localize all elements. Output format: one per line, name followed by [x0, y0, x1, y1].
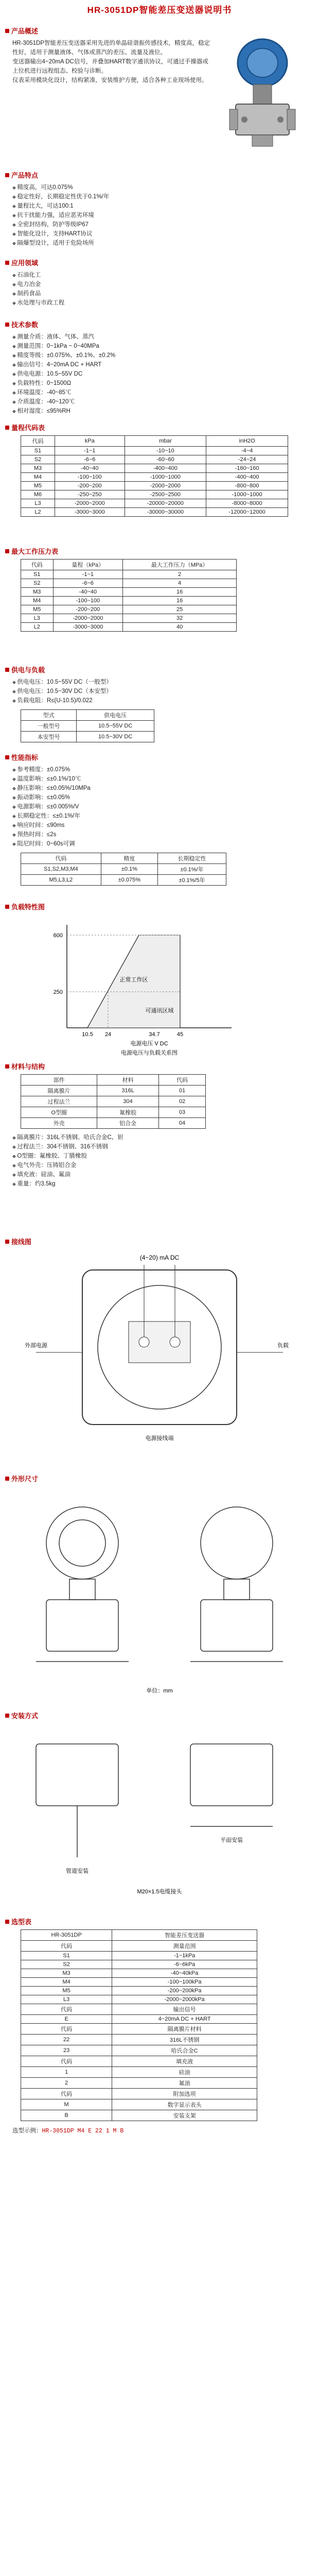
power-item: ◆ 负载电阻：R≤(U-10.5)/0.022 — [12, 696, 314, 705]
wiring-section — [5, 1236, 314, 1468]
head-front-inner — [59, 1520, 105, 1566]
table-header-cell: 供电电压 — [77, 710, 154, 721]
table-row — [21, 508, 288, 517]
spec-item: ◆ 负载特性：0~1500Ω — [12, 379, 314, 388]
table-header-cell: 最大工作压力（MPa） — [123, 560, 237, 570]
table-cell: -160~160 — [206, 464, 288, 473]
table-cell: 04 — [158, 1118, 205, 1129]
table-cell: -3000~3000 — [55, 508, 125, 517]
table-cell: -2000~2000kPa — [112, 1995, 257, 2004]
table-cell: -400~400 — [125, 464, 206, 473]
table-cell: 代码 — [21, 2089, 112, 2099]
spec-item: ◆ 输出信号：4~20mA DC + HART — [12, 360, 314, 369]
table-cell: 02 — [158, 1096, 205, 1107]
table-cell: HR-3051DP — [21, 1930, 112, 1941]
table-cell: -800~800 — [206, 482, 288, 490]
table-cell: -2000~2000 — [53, 614, 123, 623]
table-cell: -60~60 — [125, 455, 206, 464]
overview-section — [5, 26, 211, 85]
table-cell: -200~200 — [53, 605, 123, 614]
zone-label: 可通讯区域 — [145, 1008, 174, 1014]
table-cell: E — [21, 2015, 112, 2024]
performance-section — [5, 752, 314, 886]
table-row — [21, 1978, 257, 1987]
table-cell: 填充液 — [112, 2056, 257, 2067]
table-cell: ±0.1% — [101, 864, 157, 875]
table-cell: 硅油 — [112, 2067, 257, 2078]
table-row — [21, 1086, 206, 1096]
table-row — [21, 1987, 257, 1995]
load-chart-heading: 负载特性图 — [5, 902, 314, 911]
table-header-cell: 部件 — [21, 1075, 97, 1086]
table-cell: -20000~20000 — [125, 499, 206, 508]
table-row — [21, 447, 288, 455]
table-cell: 本安型号 — [21, 732, 77, 742]
table-cell: -100~100 — [53, 597, 123, 605]
feature-item: ◆ 全密封结构，防护等级IP67 — [12, 220, 314, 229]
overview-paragraph: HR-3051DP智能差压变送器采用先进的单晶硅谐振传感技术，精度高，稳定性好，适用于测量液体、气体或蒸汽的差压、流量及液位。 — [12, 40, 210, 56]
terminal-minus — [170, 1337, 180, 1347]
table-cell: -24~24 — [206, 455, 288, 464]
material-item: ◆ 填充液：硅油、氟油 — [12, 1170, 314, 1179]
spec-item: ◆ 供电电源：10.5~55V DC — [12, 369, 314, 379]
table-cell: -400~400 — [206, 473, 288, 482]
table-cell: 附加选项 — [112, 2089, 257, 2099]
power-heading: 供电与负载 — [5, 665, 314, 674]
table-cell: -1000~1000 — [125, 473, 206, 482]
head-side — [201, 1507, 273, 1579]
table-header-cell: 代码 — [21, 560, 54, 570]
table-cell: -3000~3000 — [53, 623, 123, 632]
supply-table — [21, 709, 154, 742]
table-cell: -30000~30000 — [125, 508, 206, 517]
wiring-label-right: 负载 — [277, 1343, 289, 1349]
table-header-cell: 材料 — [97, 1075, 159, 1086]
table-cell: 一般型号 — [21, 721, 77, 732]
table-row — [21, 1930, 257, 1941]
table-row — [21, 2078, 257, 2089]
table-cell: -40~40 — [53, 588, 123, 597]
performance-item: ◆ 长期稳定性：≤±0.1%/年 — [12, 811, 314, 821]
load-chart — [5, 914, 314, 1059]
dimensions-section — [5, 1473, 314, 1705]
table-cell: M3 — [21, 464, 55, 473]
performance-item: ◆ 预热时间：≤2s — [12, 830, 314, 839]
table-cell: 铝合金 — [97, 1118, 159, 1129]
transmitter-image — [216, 27, 309, 161]
table-header-cell: 精度 — [101, 853, 157, 864]
x-tick-label: 45 — [176, 1031, 184, 1038]
table-row — [21, 2004, 257, 2015]
materials-section — [5, 1061, 314, 1189]
performance-item: ◆ 温度影响：≤±0.1%/10℃ — [12, 774, 314, 784]
table-row — [21, 1960, 257, 1969]
table-cell: 测量范围 — [112, 1941, 257, 1952]
neck-front — [69, 1579, 95, 1600]
table-cell: 智能差压变送器 — [112, 1930, 257, 1941]
table-cell: 过程法兰 — [21, 1096, 97, 1107]
mount-b — [190, 1744, 273, 1806]
table-cell: 40 — [123, 623, 237, 632]
table-header-row — [21, 1075, 206, 1086]
table-row — [21, 2024, 257, 2035]
table-cell: 10.5~30V DC — [77, 732, 154, 742]
table-cell: S1 — [21, 1952, 112, 1960]
table-cell: ±0.075% — [101, 875, 157, 886]
table-cell: -1~1 — [55, 447, 125, 455]
head-front — [46, 1507, 118, 1579]
power-item: ◆ 供电电压：10.5~55V DC（一般型） — [12, 677, 314, 687]
wiring-label-left: 外部电源 — [25, 1343, 47, 1349]
table-row — [21, 623, 237, 632]
table-cell: 4 — [123, 579, 237, 588]
table-cell: -1~1kPa — [112, 1952, 257, 1960]
application-item: ◆ 石油化工 — [12, 270, 314, 280]
applications-heading: 应用领域 — [5, 258, 314, 267]
feature-item: ◆ 稳定性好，长期稳定性优于0.1%/年 — [12, 192, 314, 201]
table-cell: M5 — [21, 605, 54, 614]
mounting-label-a: 管道安装 — [66, 1868, 88, 1874]
table-cell: -12000~12000 — [206, 508, 288, 517]
table-header-row — [21, 853, 226, 864]
table-cell: 氟橡胶 — [97, 1107, 159, 1118]
spec-item: ◆ 相对湿度：≤95%RH — [12, 406, 314, 416]
table-cell: -4~4 — [206, 447, 288, 455]
performance-item: ◆ 阻尼时间：0~60s可调 — [12, 839, 314, 849]
table-row — [21, 2056, 257, 2067]
table-cell: 1 — [21, 2067, 112, 2078]
table-row — [21, 1952, 257, 1960]
wiring-label-bottom: 电源接线端 — [145, 1435, 174, 1442]
pressure-table-section — [5, 546, 314, 632]
table-cell: -2500~2500 — [125, 490, 206, 499]
features-section — [5, 170, 314, 248]
table-cell: M6 — [21, 490, 55, 499]
performance-item: ◆ 电源影响：≤±0.005%/V — [12, 802, 314, 811]
neck-side — [224, 1579, 250, 1600]
product-photo — [216, 27, 309, 161]
table-cell: -6~6 — [55, 455, 125, 464]
power-item: ◆ 供电电压：10.5~30V DC（本安型） — [12, 687, 314, 696]
wiring-label-top: (4~20) mA DC — [139, 1254, 180, 1261]
table-row — [21, 597, 237, 605]
materials-table — [21, 1074, 206, 1129]
table-cell: O型圈 — [21, 1107, 97, 1118]
table-cell: M5 — [21, 1987, 112, 1995]
material-item: ◆ 电气外壳：压铸铝合金 — [12, 1161, 314, 1170]
selection-example-code: HR-3051DP M4 E 22 1 M B — [42, 2128, 124, 2134]
y-tick-label: 250 — [53, 989, 63, 995]
x-axis-label: 电源电压 V DC — [130, 1041, 168, 1047]
feature-item: ◆ 精度高，可达0.075% — [12, 183, 314, 192]
terminal-block — [129, 1321, 190, 1363]
table-header-row — [21, 710, 154, 721]
feature-item: ◆ 抗干扰能力强，适应恶劣环境 — [12, 211, 314, 220]
range-table — [21, 435, 288, 517]
table-row — [21, 1118, 206, 1129]
table-cell: S2 — [21, 1960, 112, 1969]
table-cell: 32 — [123, 614, 237, 623]
spec-item: ◆ 介质温度：-40~120℃ — [12, 397, 314, 406]
selection-table — [21, 1929, 257, 2121]
material-item: ◆ 过程法兰：304不锈钢、316不锈钢 — [12, 1142, 314, 1151]
table-cell: L3 — [21, 499, 55, 508]
table-row — [21, 2045, 257, 2056]
feature-item: ◆ 量程比大，可达100:1 — [12, 201, 314, 211]
table-row — [21, 2035, 257, 2045]
table-cell: S2 — [21, 579, 54, 588]
table-cell: 氟油 — [112, 2078, 257, 2089]
power-section — [5, 665, 314, 742]
table-header-cell: mbar — [125, 436, 206, 447]
table-cell: -200~200kPa — [112, 1987, 257, 1995]
dimensions-drawing — [5, 1486, 314, 1703]
table-cell: -40~40 — [55, 464, 125, 473]
table-cell: M3 — [21, 588, 54, 597]
performance-table — [21, 853, 226, 886]
table-row — [21, 2110, 257, 2121]
table-row — [21, 499, 288, 508]
table-cell: 316L不锈钢 — [112, 2035, 257, 2045]
table-row — [21, 579, 237, 588]
table-cell: ±0.1%/5年 — [157, 875, 226, 886]
table-row — [21, 721, 154, 732]
overview-paragraph: 仪表采用模块化设计，结构紧凑，安装维护方便，适合各种工业现场使用。 — [12, 77, 208, 83]
table-cell: -6~6kPa — [112, 1960, 257, 1969]
table-cell: L2 — [21, 623, 54, 632]
table-row — [21, 1995, 257, 2004]
table-cell: 输出信号 — [112, 2004, 257, 2015]
table-cell: M4 — [21, 473, 55, 482]
table-cell: -40~40kPa — [112, 1969, 257, 1978]
table-cell: 25 — [123, 605, 237, 614]
table-cell: 代码 — [21, 2024, 112, 2035]
table-cell: S2 — [21, 455, 55, 464]
x-tick-label: 24 — [104, 1031, 112, 1038]
table-cell: 隔离膜片 — [21, 1086, 97, 1096]
x-tick-label: 34.7 — [149, 1031, 160, 1038]
table-row — [21, 2099, 257, 2110]
table-cell: 隔离膜片材料 — [112, 2024, 257, 2035]
table-cell: -1~1 — [53, 570, 123, 579]
zone-label: 正常工作区 — [119, 977, 148, 983]
table-cell: M5,L3,L2 — [21, 875, 101, 886]
table-cell: L3 — [21, 614, 54, 623]
table-cell: S1 — [21, 447, 55, 455]
table-row — [21, 864, 226, 875]
table-cell: 代码 — [21, 2004, 112, 2015]
range-table-heading: 量程代码表 — [5, 422, 314, 432]
pressure-table — [21, 559, 237, 632]
table-cell: 代码 — [21, 1941, 112, 1952]
page-title: HR-3051DP智能差压变送器说明书 — [87, 5, 232, 15]
table-header-cell: 长期稳定性 — [157, 853, 226, 864]
performance-item: ◆ 参考精度：±0.075% — [12, 765, 314, 774]
materials-heading: 材料与结构 — [5, 1061, 314, 1071]
table-cell: -100~100kPa — [112, 1978, 257, 1987]
table-cell: -10~10 — [125, 447, 206, 455]
spec-item: ◆ 测量范围：0~1kPa ~ 0~40MPa — [12, 342, 314, 351]
performance-item: ◆ 振动影响：≤±0.05% — [12, 793, 314, 802]
table-cell: -100~100 — [55, 473, 125, 482]
overview-heading: 产品概述 — [5, 26, 211, 36]
mounting-section — [5, 1710, 314, 1911]
table-cell: 316L — [97, 1086, 159, 1096]
table-cell: 4~20mA DC + HART — [112, 2015, 257, 2024]
table-cell: 01 — [158, 1086, 205, 1096]
table-cell: M4 — [21, 597, 54, 605]
table-row — [21, 875, 226, 886]
mounting-heading: 安装方式 — [5, 1710, 314, 1720]
application-item: ◆ 水处理与市政工程 — [12, 298, 314, 308]
y-tick-label: 600 — [53, 933, 63, 939]
table-cell: ±0.1%/年 — [157, 864, 226, 875]
selection-heading: 选型表 — [5, 1917, 314, 1926]
table-header-cell: kPa — [55, 436, 125, 447]
table-row — [21, 473, 288, 482]
wiring-heading: 接线图 — [5, 1236, 314, 1246]
table-cell: 23 — [21, 2045, 112, 2056]
table-header-row — [21, 436, 288, 447]
overview-paragraph: 变送器输出4~20mA DC信号，并叠加HART数字通讯协议，可通过手操器或上位机进行远程组态、校验与诊断。 — [12, 59, 208, 74]
table-cell: S1 — [21, 570, 54, 579]
table-cell: L2 — [21, 508, 55, 517]
spec-item: ◆ 精度等级：±0.075%、±0.1%、±0.2% — [12, 351, 314, 360]
dimensions-note: 单位：mm — [146, 1688, 173, 1694]
table-cell: 10.5~55V DC — [77, 721, 154, 732]
table-cell: -1000~1000 — [206, 490, 288, 499]
table-row — [21, 732, 154, 742]
applications-section — [5, 258, 314, 308]
table-row — [21, 1969, 257, 1978]
table-cell: M3 — [21, 1969, 112, 1978]
table-header-cell: 代码 — [158, 1075, 205, 1086]
table-cell: 16 — [123, 588, 237, 597]
mounting-label-b: 平面安装 — [220, 1837, 243, 1843]
material-item: ◆ 隔离膜片：316L不锈钢、哈氏合金C、钽 — [12, 1133, 314, 1142]
table-cell: M — [21, 2099, 112, 2110]
table-cell: 安装支架 — [112, 2110, 257, 2121]
features-heading: 产品特点 — [5, 170, 314, 180]
table-row — [21, 482, 288, 490]
table-row — [21, 2015, 257, 2024]
material-item: ◆ O型圈：氟橡胶、丁腈橡胶 — [12, 1151, 314, 1161]
selection-example — [5, 2126, 314, 2136]
table-cell: -250~250 — [55, 490, 125, 499]
table-cell: 2 — [21, 2078, 112, 2089]
selection-example-label: 选型示例： — [12, 2128, 42, 2134]
table-cell: 哈氏合金C — [112, 2045, 257, 2056]
table-cell: -6~6 — [53, 579, 123, 588]
dimensions-heading: 外形尺寸 — [5, 1473, 314, 1483]
spec-item: ◆ 环境温度：-40~85℃ — [12, 388, 314, 397]
table-header-cell: 量程（kPa） — [53, 560, 123, 570]
feature-item: ◆ 智能化设计，支持HART协议 — [12, 229, 314, 239]
table-cell: S1,S2,M3,M4 — [21, 864, 101, 875]
table-cell: 代码 — [21, 2056, 112, 2067]
table-cell: 2 — [123, 570, 237, 579]
spec-item: ◆ 测量介质：液体、气体、蒸汽 — [12, 332, 314, 342]
specs-section — [5, 319, 314, 416]
table-cell: 16 — [123, 597, 237, 605]
performance-heading: 性能指标 — [5, 752, 314, 762]
mounting-label-c: M20×1.5电缆接头 — [137, 1889, 182, 1895]
table-cell: B — [21, 2110, 112, 2121]
terminal-plus — [139, 1337, 149, 1347]
flange-side — [201, 1600, 273, 1651]
wiring-diagram — [5, 1249, 314, 1466]
material-item: ◆ 重量：约3.5kg — [12, 1179, 314, 1189]
load-chart-section — [5, 902, 314, 1061]
table-row — [21, 1096, 206, 1107]
chart-caption: 电源电压与负载关系图 — [121, 1050, 178, 1056]
table-header-row — [21, 560, 237, 570]
application-item: ◆ 制药食品 — [12, 289, 314, 298]
table-row — [21, 464, 288, 473]
table-cell: 数字显示表头 — [112, 2099, 257, 2110]
table-row — [21, 588, 237, 597]
table-cell: 外壳 — [21, 1118, 97, 1129]
table-cell: -2000~2000 — [125, 482, 206, 490]
table-row — [21, 1941, 257, 1952]
table-cell: -200~200 — [55, 482, 125, 490]
table-cell: -2000~2000 — [55, 499, 125, 508]
feature-item: ◆ 隔爆型设计，适用于危险场所 — [12, 239, 314, 248]
performance-item: ◆ 静压影响：≤±0.05%/10MPa — [12, 784, 314, 793]
table-row — [21, 2067, 257, 2078]
table-header-cell: 代码 — [21, 853, 101, 864]
table-row — [21, 2089, 257, 2099]
table-header-cell: 代码 — [21, 436, 55, 447]
table-cell: M4 — [21, 1978, 112, 1987]
mounting-drawing — [5, 1723, 314, 1909]
x-tick-label: 10.5 — [82, 1031, 93, 1038]
flange-front — [46, 1600, 118, 1651]
table-cell: M5 — [21, 482, 55, 490]
table-row — [21, 605, 237, 614]
table-cell: -8000~8000 — [206, 499, 288, 508]
table-cell: L3 — [21, 1995, 112, 2004]
pressure-table-heading: 最大工作压力表 — [5, 546, 314, 556]
selection-section — [5, 1917, 314, 2136]
application-item: ◆ 电力冶金 — [12, 280, 314, 289]
table-cell: 03 — [158, 1107, 205, 1118]
table-row — [21, 570, 237, 579]
table-header-cell: 型式 — [21, 710, 77, 721]
table-row — [21, 1107, 206, 1118]
mount-a — [36, 1744, 118, 1806]
table-cell: 22 — [21, 2035, 112, 2045]
table-header-cell: inH2O — [206, 436, 288, 447]
specs-heading: 技术参数 — [5, 319, 314, 329]
table-cell: 304 — [97, 1096, 159, 1107]
table-row — [21, 490, 288, 499]
range-table-section — [5, 422, 314, 517]
performance-item: ◆ 响应时间：≤90ms — [12, 821, 314, 830]
table-row — [21, 614, 237, 623]
table-row — [21, 455, 288, 464]
